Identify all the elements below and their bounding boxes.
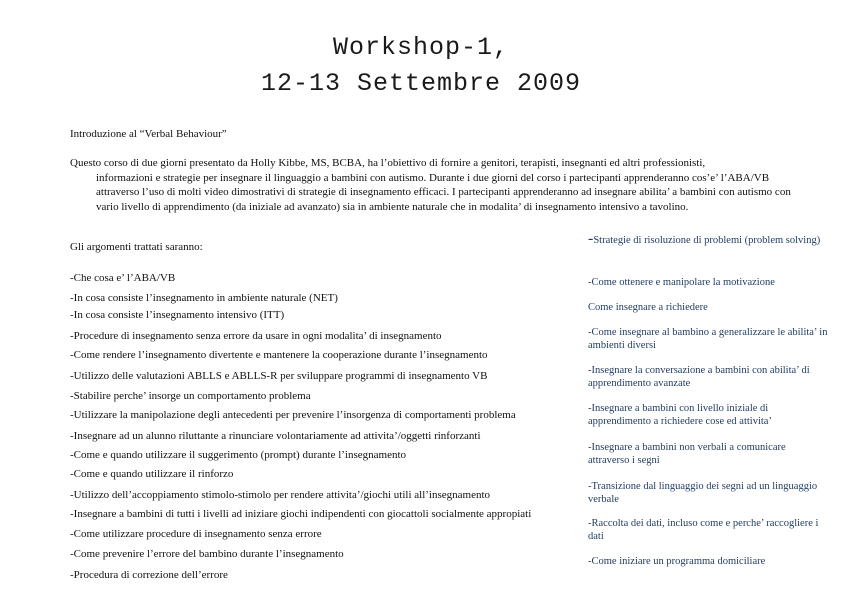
left-topic-item: -Stabilire perche’ insorge un comportamento problema xyxy=(70,390,311,402)
course-description xyxy=(70,156,800,214)
left-topic-item: -Come prevenire l’errore del bambino durante l’insegnamento xyxy=(70,548,344,560)
right-topic-item: -Raccolta dei dati, incluso come e perche’ raccogliere i dati xyxy=(588,518,819,542)
description-rest: informazioni e strategie per insegnare il linguaggio a bambini con autismo. Durante i due giorni del corso i partecipanti apprenderanno cos’e’ l’ABA/VB attraverso l’uso di molti video dimostrativi di strategie di insegnamento efficaci. I partecipanti apprenderanno ad insegnare abilita’ a bambini con autismo con vario livello di apprendimento (da iniziale ad avanzato) sia in ambiente naturale che in modalita’ di insegnamento intensivo a tavolino. xyxy=(96,171,791,213)
left-topic-item: -Utilizzo delle valutazioni ABLLS e ABLLS-R per sviluppare programmi di insegnamento VB xyxy=(70,370,488,382)
right-topic-item: -Come insegnare al bambino a generalizzare le abilita’ in ambienti diversi xyxy=(588,327,828,351)
left-topic-item: -In cosa consiste l’insegnamento in ambiente naturale (NET) xyxy=(70,292,338,304)
left-topic-item: -Insegnare ad un alunno riluttante a rinunciare volontariamente ad attivita’/oggetti rinforzanti xyxy=(70,430,481,442)
left-topic-item: -Come rendere l’insegnamento divertente e mantenere la cooperazione durante l’insegnamento xyxy=(70,349,488,361)
left-topic-item: -Utilizzare la manipolazione degli antecedenti per prevenire l’insorgenza di comportamenti problema xyxy=(70,409,516,421)
left-topic-item: -Procedura di correzione dell’errore xyxy=(70,569,228,581)
left-topic-item: -Utilizzo dell’accoppiamento stimolo-stimolo per rendere attivita’/giochi utili all’insegnamento xyxy=(70,489,491,501)
right-topic-item: -Insegnare la conversazione a bambini con abilita’ di apprendimento avanzate xyxy=(588,365,810,389)
right-topic-text: Strategie di risoluzione di problemi (problem solving) xyxy=(593,235,821,246)
left-topic-item: -Insegnare a bambini di tutti i livelli ad iniziare giochi indipendenti con giocattoli socialmente appropiati xyxy=(70,508,532,520)
description-first-line: Questo corso di due giorni presentato da Holly Kibbe, MS, BCBA, ha l’obiettivo di fornire a genitori, terapisti, insegnanti ed altri professionisti, xyxy=(70,157,706,169)
left-topic-item: -Come e quando utilizzare il suggerimento (prompt) durante l’insegnamento xyxy=(70,449,407,461)
right-topic-item: -Insegnare a bambini con livello iniziale di apprendimento a richiedere cose ed attivita’ xyxy=(588,403,772,427)
title-line-2: 12-13 Settembre 2009 xyxy=(260,69,582,98)
right-topic-item: -Insegnare a bambini non verbali a comunicare attraverso i segni xyxy=(588,442,786,466)
right-topic-item xyxy=(588,230,828,247)
left-topic-item: -In cosa consiste l’insegnamento intensivo (ITT) xyxy=(70,309,285,321)
left-topic-item: -Che cosa e’ l’ABA/VB xyxy=(70,272,176,284)
right-topic-item: -Come ottenere e manipolare la motivazione xyxy=(588,277,775,288)
left-topic-item: -Procedure di insegnamento senza errore da usare in ogni modalita’ di insegnamento xyxy=(70,330,442,342)
right-topic-item: -Transizione dal linguaggio dei segni ad un linguaggio verbale xyxy=(588,481,818,505)
title-line-1: Workshop-1, xyxy=(332,33,510,62)
right-topic-item: Come insegnare a richiedere xyxy=(588,302,708,313)
intro-heading: Introduzione al “Verbal Behaviour” xyxy=(70,128,227,140)
right-topic-item: -Come iniziare un programma domiciliare xyxy=(588,556,766,567)
left-topic-item: -Come utilizzare procedure di insegnamento senza errore xyxy=(70,528,322,540)
topics-label: Gli argomenti trattati saranno: xyxy=(70,241,203,253)
left-topic-item: -Come e quando utilizzare il rinforzo xyxy=(70,468,234,480)
right-topic-dash: - xyxy=(588,230,594,247)
